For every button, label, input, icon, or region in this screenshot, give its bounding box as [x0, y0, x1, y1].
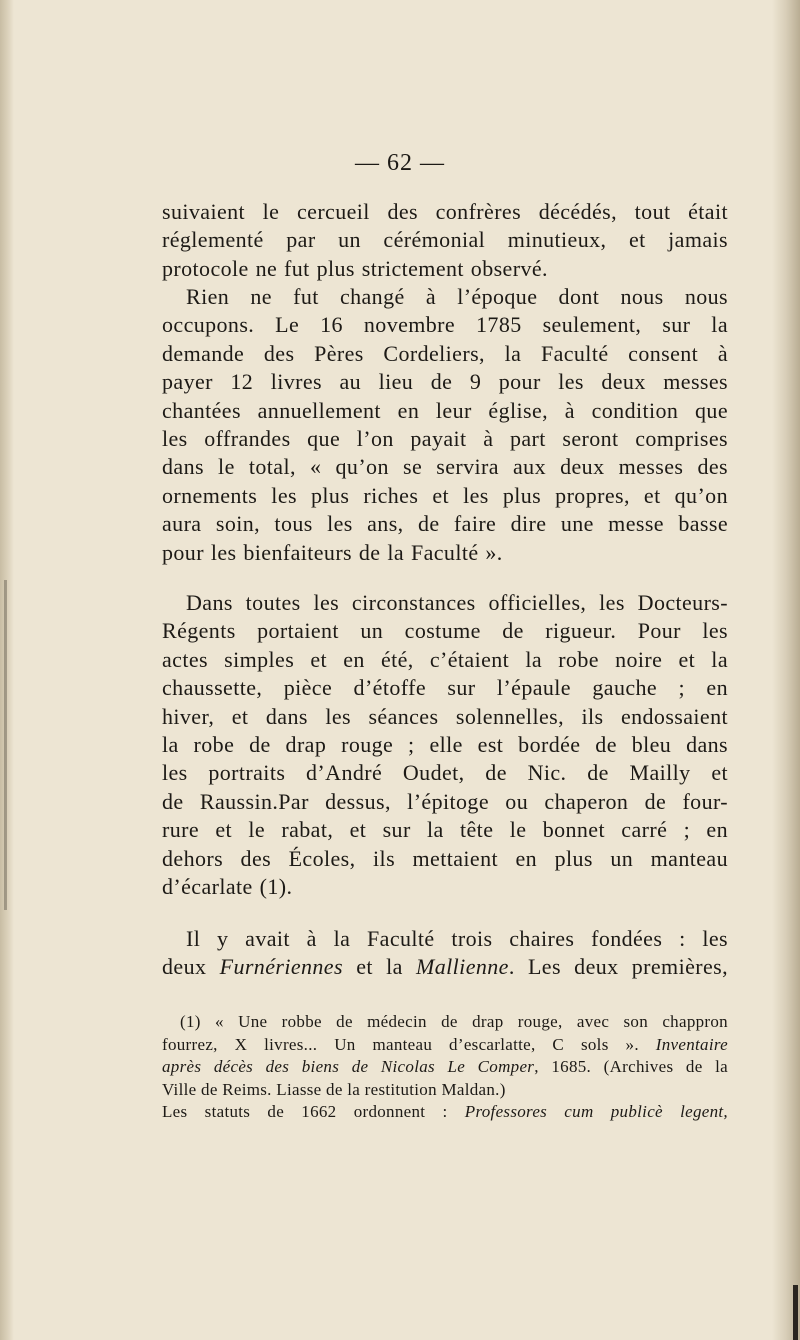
paragraph-3	[162, 589, 728, 901]
text-line: chaussette, pièce d’étoffe sur l’épaule gauche ; en	[162, 675, 728, 701]
text-line: d’écarlate (1).	[162, 874, 293, 900]
text-line: actes simples et en été, c’étaient la robe noire et la	[162, 646, 728, 672]
text-line: dehors des Écoles, ils mettaient en plus un manteau	[162, 845, 728, 871]
text-run: . Les deux premières,	[508, 954, 729, 980]
text-line: les portraits d’André Oudet, de Nic. de Mailly et	[162, 760, 728, 786]
text-line: chantées annuellement en leur église, à condition que	[162, 397, 728, 423]
text-line: Dans toutes les circonstances officielles, les Docteurs-	[186, 590, 728, 615]
footnote-line	[162, 1056, 728, 1079]
text-line: pour les bienfaiteurs de la Faculté ».	[162, 539, 503, 565]
italic-term: Furnériennes	[219, 954, 343, 980]
text-run: , 1685. (Archives de la	[534, 1057, 728, 1076]
text-run: deux	[162, 954, 220, 980]
text-line: payer 12 livres au lieu de 9 pour les deux messes	[162, 369, 728, 395]
text-line: occupons. Le 16 novembre 1785 seulement, sur la	[162, 312, 728, 338]
text-line: rure et le rabat, et sur la tête le bonnet carré ; en	[162, 817, 728, 843]
paragraph-1	[162, 198, 728, 283]
text-line: la robe de drap rouge ; elle est bordée de bleu dans	[162, 732, 728, 758]
text-line	[162, 953, 728, 981]
paragraph-2	[162, 283, 728, 567]
italic-term: Mallienne	[416, 954, 509, 980]
italic-term: Inventaire	[655, 1034, 728, 1054]
text-line: Il y avait à la Faculté trois chaires fondées : les	[186, 926, 728, 951]
italic-term: Professores cum publicè legent,	[464, 1102, 728, 1121]
text-line: dans le total, « qu’on se servira aux deux messes des	[162, 454, 728, 480]
text-line: réglementé par un cérémonial minutieux, et jamais	[162, 227, 728, 253]
text-line: Rien ne fut changé à l’époque dont nous nous	[186, 284, 728, 309]
text-line: demande des Pères Cordeliers, la Faculté consent à	[162, 340, 728, 366]
text-run: fourrez, X livres... Un manteau d’escarlatte, C sols ».	[162, 1034, 656, 1054]
paragraph-4	[162, 925, 728, 982]
text-line: suivaient le cercueil des confrères décédés, tout était	[162, 199, 728, 224]
text-run: et la	[342, 954, 417, 980]
footnote-line	[162, 1034, 728, 1057]
text-line: Régents portaient un costume de rigueur. Pour les	[162, 618, 728, 644]
text-line: de Raussin.Par dessus, l’épitoge ou chaperon de four-	[162, 788, 728, 814]
text-line: aura soin, tous les ans, de faire dire une messe basse	[162, 511, 728, 537]
footnote-line: (1) « Une robbe de médecin de drap rouge, avec son chappron	[180, 1012, 728, 1031]
italic-term: après décès des biens de Nicolas Le Comper	[162, 1057, 535, 1076]
text-line: hiver, et dans les séances solennelles, ils endossaient	[162, 703, 728, 729]
text-line: les offrandes que l’on payait à part seront comprises	[162, 426, 728, 452]
page-number: — 62 —	[355, 150, 445, 176]
page-right-edge-shadow	[772, 0, 800, 1340]
text-line: ornements les plus riches et les plus propres, et qu’on	[162, 482, 728, 508]
footnote-block	[162, 1011, 728, 1124]
text-run: Les statuts de 1662 ordonnent :	[162, 1102, 465, 1121]
footnote-line: Ville de Reims. Liasse de la restitution Maldan.)	[162, 1079, 506, 1099]
text-line: protocole ne fut plus strictement observé.	[162, 255, 548, 281]
footnote-line	[162, 1101, 728, 1124]
page-left-edge-shadow	[0, 0, 14, 1340]
